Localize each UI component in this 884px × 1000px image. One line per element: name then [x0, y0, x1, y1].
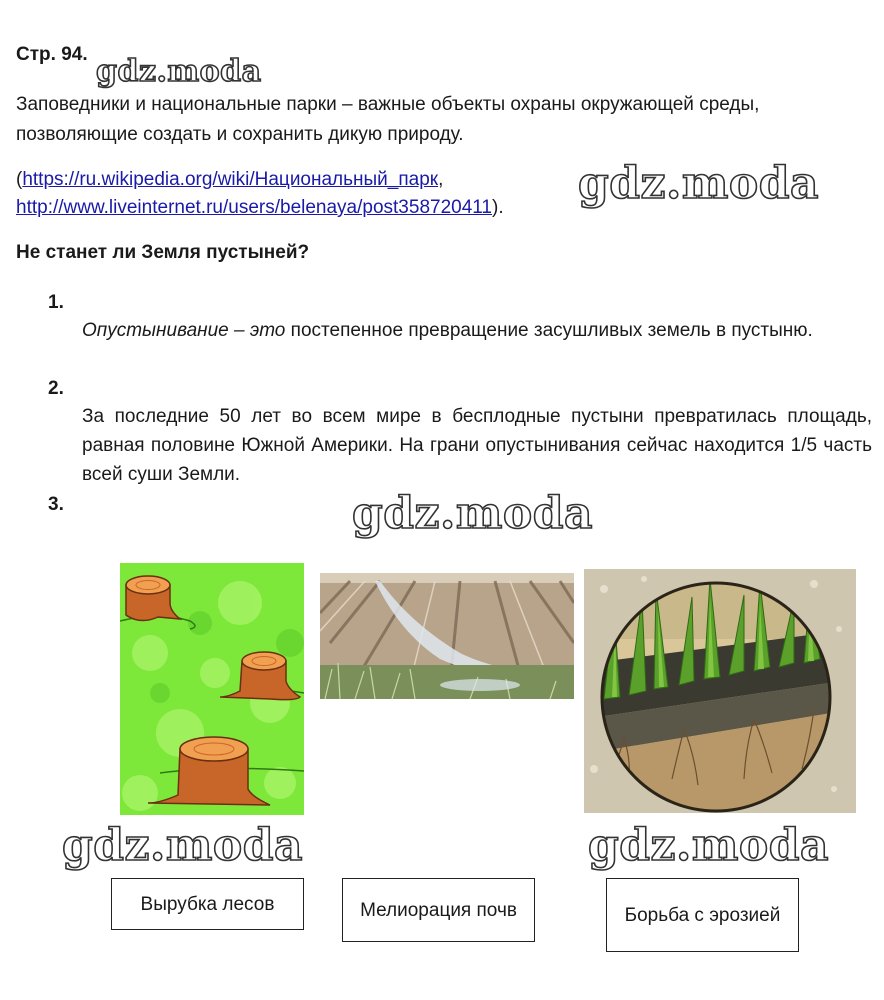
sources-close: ).	[492, 197, 504, 218]
caption-erosion-control: Борьба с эрозией	[606, 878, 799, 952]
item-number: 3.	[48, 494, 64, 515]
definition-term: Опустынивание – это	[82, 320, 286, 341]
item-1-text	[82, 316, 872, 345]
liveinternet-link[interactable]: http://www.liveinternet.ru/users/belenaya/post358720411	[16, 197, 493, 218]
page-number: Стр. 94.	[16, 44, 88, 65]
sources-line	[16, 166, 504, 222]
watermark: gdz.moda	[352, 488, 594, 539]
watermark: gdz.moda	[588, 820, 830, 871]
item-2-text: За последние 50 лет во всем мире в бесплодные пустыни превратилась площадь, равная половине Южной Америки. На грани опустынивания сейчас находится 1/5 часть всей суши Земли.	[82, 406, 872, 485]
deforestation-image	[120, 563, 304, 815]
intro-text: Заповедники и национальные парки – важные объекты охраны окружающей среды, позволяющие создать и сохранить дикую природу.	[16, 94, 760, 145]
definition-text: постепенное превращение засушливых земель в пустыню.	[285, 320, 813, 341]
wikipedia-link[interactable]: https://ru.wikipedia.org/wiki/Национальный_парк	[22, 169, 439, 190]
watermark: gdz.moda	[578, 158, 820, 209]
item-number: 2.	[48, 378, 64, 399]
stumps-illustration	[120, 563, 304, 815]
caption-deforestation: Вырубка лесов	[111, 878, 304, 930]
watermark: gdz.moda	[96, 54, 262, 89]
sources-separator: ,	[438, 169, 444, 190]
sources-open: (	[16, 169, 23, 190]
irrigated-field-illustration	[320, 573, 574, 699]
item-number: 1.	[48, 292, 64, 313]
watermark: gdz.moda	[62, 820, 304, 871]
question-title: Не станет ли Земля пустыней?	[16, 242, 310, 263]
erosion-control-image	[584, 569, 856, 813]
caption-soil-melioration: Мелиорация почв	[342, 878, 535, 942]
grass-strip-illustration	[584, 569, 856, 813]
soil-melioration-image	[320, 573, 574, 699]
